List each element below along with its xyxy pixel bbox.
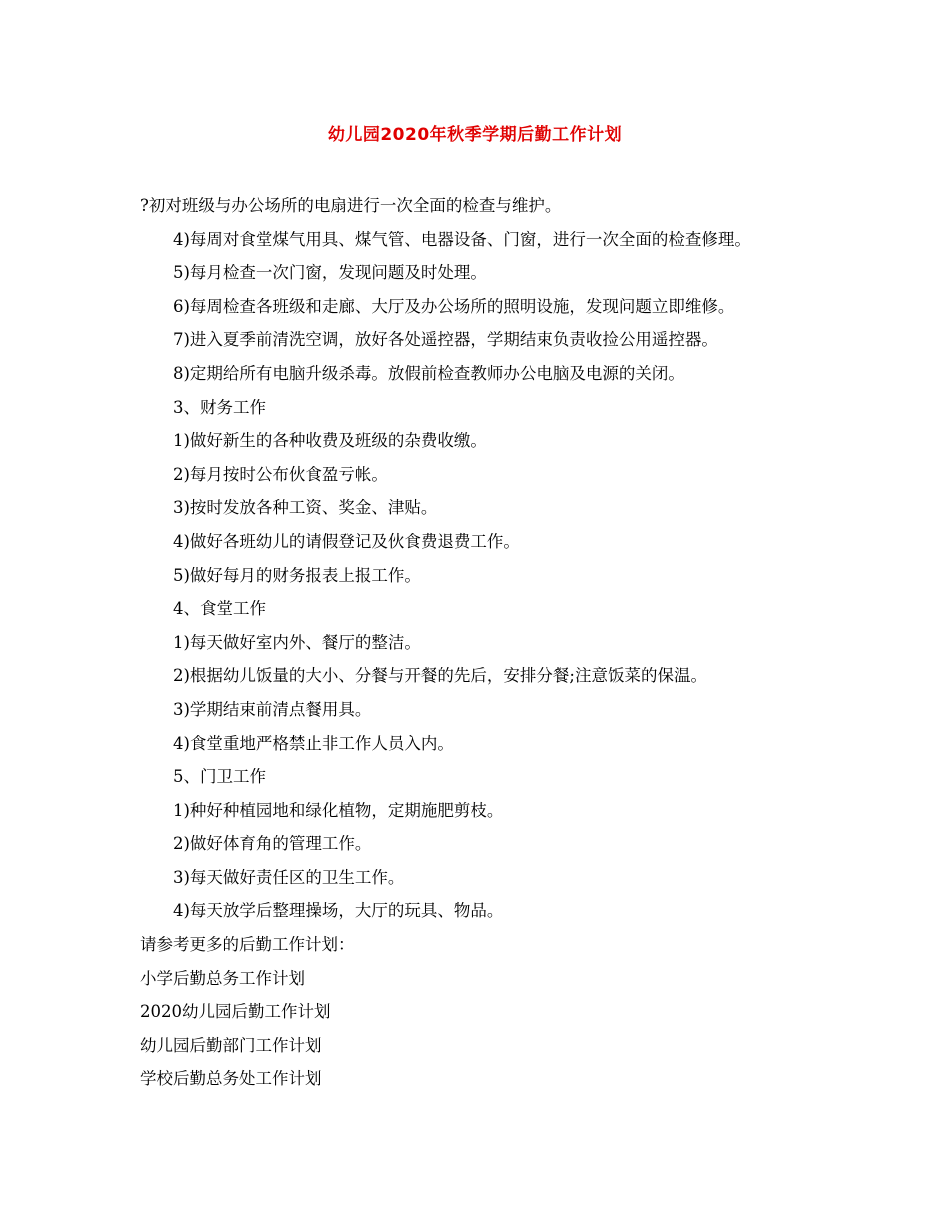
text-line: 2)根据幼儿饭量的大小、分餐与开餐的先后，安排分餐;注意饭菜的保温。 <box>173 666 707 686</box>
text-line: 3)学期结束前清点餐用具。 <box>173 699 372 719</box>
text-line: 4)每天放学后整理操场，大厅的玩具、物品。 <box>173 901 504 921</box>
text-line: 8)定期给所有电脑升级杀毒。放假前检查教师办公电脑及电源的关闭。 <box>173 363 685 383</box>
text-line: 7)进入夏季前清洗空调，放好各处遥控器，学期结束负责收捡公用遥控器。 <box>173 330 718 350</box>
text-line: 2)做好体育角的管理工作。 <box>173 834 372 854</box>
text-line: 2)每月按时公布伙食盈亏帐。 <box>173 464 388 484</box>
text-line: 3)每天做好责任区的卫生工作。 <box>173 867 405 887</box>
text-line: 4)做好各班幼儿的请假登记及伙食费退费工作。 <box>173 531 520 551</box>
text-line: 幼儿园后勤部门工作计划 <box>140 1035 322 1055</box>
text-line: 小学后勤总务工作计划 <box>140 968 305 988</box>
document-body <box>140 193 860 1100</box>
text-line: 3)按时发放各种工资、奖金、津贴。 <box>173 498 438 518</box>
text-line: 1)种好种植园地和绿化植物，定期施肥剪枝。 <box>173 800 504 820</box>
document-title: 幼儿园2020年秋季学期后勤工作计划 <box>327 125 623 145</box>
text-line: 5、门卫工作 <box>173 767 266 787</box>
text-line: 学校后勤总务处工作计划 <box>140 1069 322 1089</box>
text-line: 1)做好新生的各种收费及班级的杂费收缴。 <box>173 431 487 451</box>
text-line: 4)每周对食堂煤气用具、煤气管、电器设备、门窗，进行一次全面的检查修理。 <box>173 229 751 249</box>
text-line: 1)每天做好室内外、餐厅的整洁。 <box>173 632 421 652</box>
text-line: ?初对班级与办公场所的电扇进行一次全面的检查与维护。 <box>140 196 562 215</box>
text-line: 6)每周检查各班级和走廊、大厅及办公场所的照明设施，发现问题立即维修。 <box>173 296 735 316</box>
text-line: 5)每月检查一次门窗，发现问题及时处理。 <box>173 263 487 283</box>
text-line: 3、财务工作 <box>173 397 266 417</box>
text-line: 5)做好每月的财务报表上报工作。 <box>173 565 421 585</box>
text-line: 4)食堂重地严格禁止非工作人员入内。 <box>173 733 454 753</box>
text-line: 4、食堂工作 <box>173 599 266 619</box>
text-line: 2020幼儿园后勤工作计划 <box>140 1002 331 1022</box>
text-line: 请参考更多的后勤工作计划： <box>140 935 355 955</box>
